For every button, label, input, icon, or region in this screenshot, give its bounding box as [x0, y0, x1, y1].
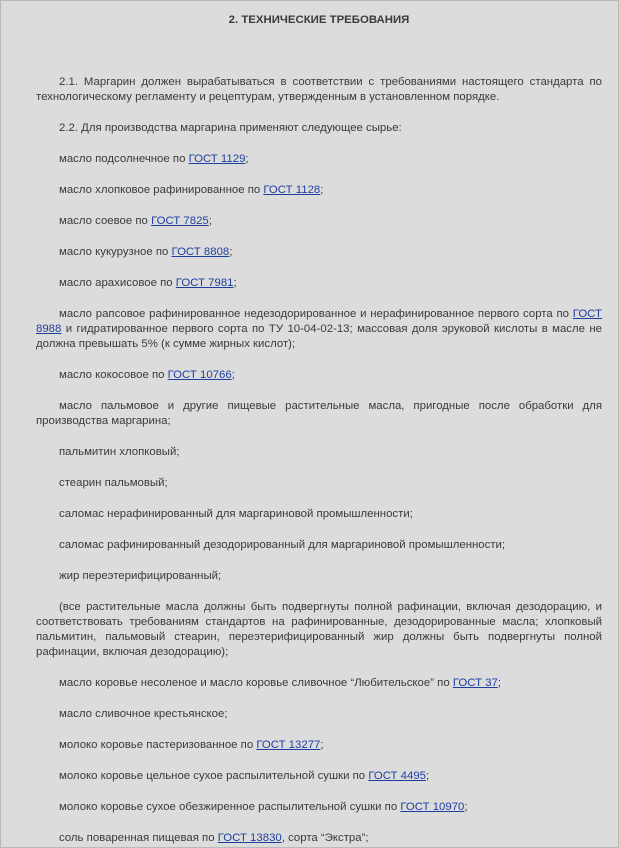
list-item-suffix: , сорта “Экстра”;: [281, 832, 369, 844]
list-item-suffix: ;: [245, 153, 249, 165]
list-item: [36, 245, 602, 260]
list-item-suffix: ;: [426, 770, 430, 782]
list-item-suffix: ;: [320, 739, 324, 751]
list-item: [36, 399, 602, 429]
list-item-text: масло пальмовое и другие пищевые растительные масла, пригодные после обработки для производства маргарина;: [36, 400, 602, 427]
list-item: [36, 476, 602, 491]
list-item-text: саломас нерафинированный для маргариновой промышленности;: [59, 508, 413, 520]
list-item-text: масло хлопковое рафинированное по: [59, 184, 264, 196]
paragraph-2-2: [36, 121, 602, 136]
list-item: [36, 831, 602, 846]
list-item: [36, 676, 602, 691]
list-item-text: масло сливочное крестьянское;: [59, 708, 228, 720]
list-item-text: масло соевое по: [59, 215, 152, 227]
list-item-suffix: ;: [320, 184, 324, 196]
list-item-text: молоко коровье цельное сухое распылительной сушки по: [59, 770, 369, 782]
document-content: [1, 1, 618, 846]
list-item-suffix: ;: [208, 215, 212, 227]
gost-link[interactable]: ГОСТ 1129: [188, 153, 246, 165]
paragraph-text: 2.2. Для производства маргарина применяют следующее сырье:: [59, 122, 402, 134]
list-item: [36, 707, 602, 722]
list-item-text: молоко коровье сухое обезжиренное распылительной сушки по: [59, 801, 401, 813]
list-item-text: пальмитин хлопковый;: [59, 446, 180, 458]
gost-link[interactable]: ГОСТ 1128: [263, 184, 321, 196]
list-item: [36, 183, 602, 198]
list-item: [36, 800, 602, 815]
list-item-text: масло рапсовое рафинированное недезодорированное и нерафинированное первого сорта по: [59, 308, 573, 320]
list-item: [36, 507, 602, 522]
gost-link[interactable]: ГОСТ 8808: [171, 246, 230, 258]
list-item-suffix: и гидратированное первого сорта по ТУ 10-04-02-13; массовая доля эруковой кислоты в масле не должна превышать 5% (к сумме жирных кислот);: [36, 323, 602, 350]
list-item: [36, 368, 602, 383]
gost-link[interactable]: ГОСТ 13830: [217, 832, 282, 844]
list-item: [36, 538, 602, 553]
list-item-text: масло подсолнечное по: [59, 153, 189, 165]
gost-link[interactable]: ГОСТ 7981: [175, 277, 234, 289]
list-item-text: стеарин пальмовый;: [59, 477, 168, 489]
paragraph-2-1: [36, 75, 602, 105]
list-item-suffix: ;: [497, 677, 502, 689]
list-item-text: саломас рафинированный дезодорированный для маргариновой промышленности;: [59, 539, 506, 551]
list-item-suffix: ;: [233, 277, 237, 289]
list-item: [36, 769, 602, 784]
list-item-text: соль поваренная пищевая по: [59, 832, 218, 844]
list-item-suffix: ;: [229, 246, 233, 258]
list-item: [36, 445, 602, 460]
list-item-text: масло кокосовое по: [59, 369, 168, 381]
gost-link[interactable]: ГОСТ 8988: [36, 308, 602, 335]
gost-link[interactable]: ГОСТ 7825: [151, 215, 209, 227]
gost-link[interactable]: ГОСТ 10970: [400, 801, 465, 813]
section-heading: 2. ТЕХНИЧЕСКИЕ ТРЕБОВАНИЯ: [228, 14, 410, 26]
list-item-text: (все растительные масла должны быть подвергнуты полной рафинации, включая дезодорацию, и соответствовать требованиям стандартов на рафинированные, дезодорированные масла; хлопковый пальмитин, пальмовый стеарин, переэтерифицированный жир должны быть подвергнуты полной рафинации, включая дезодорацию);: [36, 601, 602, 658]
gost-link[interactable]: ГОСТ 37: [452, 677, 498, 689]
list-item-text: масло арахисовое по: [59, 277, 176, 289]
list-item: [36, 307, 602, 352]
list-item: [36, 276, 602, 291]
list-item-text: масло коровье несоленое и масло коровье сливочное “Любительское” по: [59, 677, 453, 689]
list-item: [36, 569, 602, 584]
paragraph-text: 2.1. Маргарин должен вырабатываться в соответствии с требованиями настоящего стандарта по технологическому регламенту и рецептурам, утвержденным в установленном порядке.: [36, 76, 602, 103]
list-item-suffix: ;: [231, 369, 235, 381]
list-item: [36, 738, 602, 753]
gost-link[interactable]: ГОСТ 10766: [167, 369, 232, 381]
list-item-suffix: ;: [464, 801, 468, 813]
gost-link[interactable]: ГОСТ 13277: [256, 739, 321, 751]
list-item-text: жир переэтерифицированный;: [59, 570, 222, 582]
gost-link[interactable]: ГОСТ 4495: [368, 770, 427, 782]
list-item: [36, 214, 602, 229]
list-item: [36, 152, 602, 167]
list-item: [36, 600, 602, 660]
list-item-text: молоко коровье пастеризованное по: [59, 739, 257, 751]
list-item-text: масло кукурузное по: [59, 246, 172, 258]
